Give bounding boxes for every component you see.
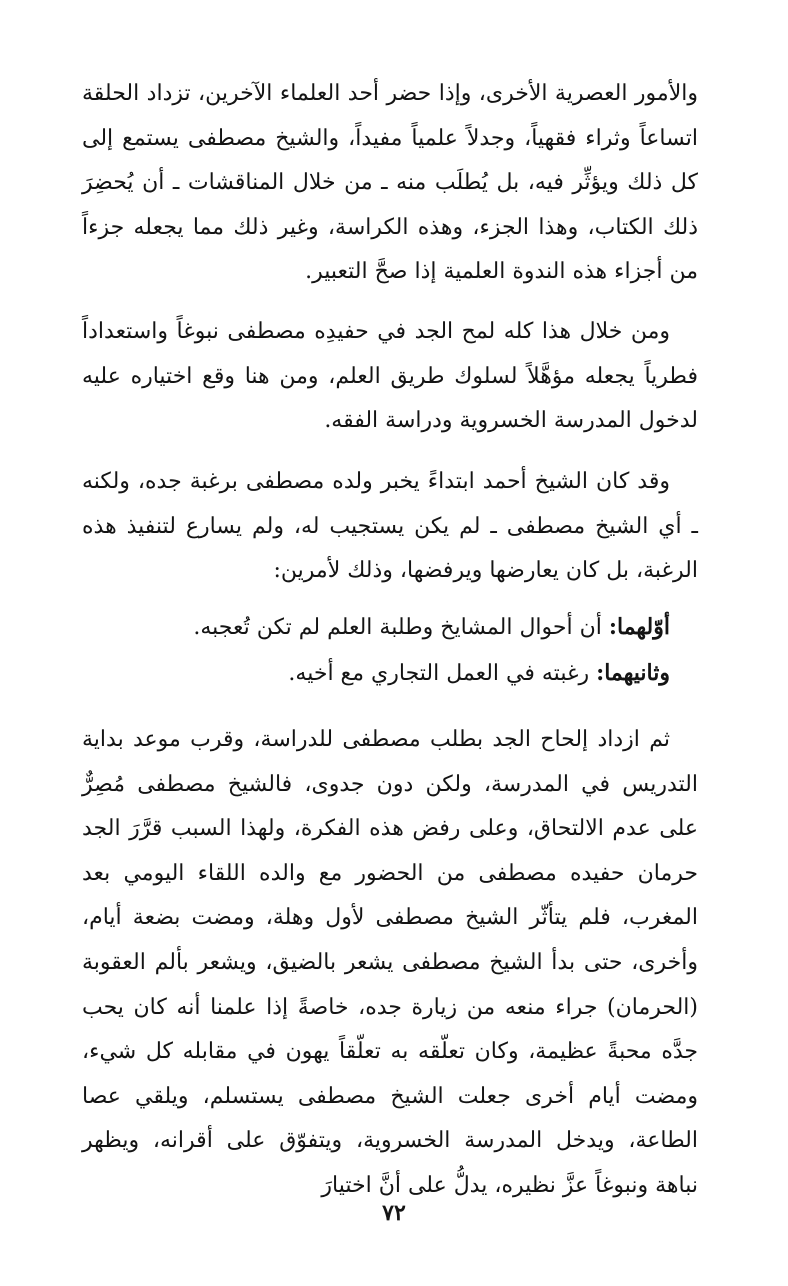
paragraph-3: وقد كان الشيخ أحمد ابتداءً يخبر ولده مصطفى برغبة جده، ولكنه ـ أي الشيخ مصطفى ـ لم يكن يستجيب له، ولم يسارع لتنفيذ هذه الرغبة، بل كان يعارضها ويرفضها، وذلك لأمرين: (82, 469, 698, 584)
reason-item-2 (82, 651, 698, 697)
reason-2-text: رغبته في العمل التجاري مع أخيه. (288, 660, 590, 686)
body-text-bottom (82, 718, 698, 1209)
body-text-middle-2 (82, 460, 698, 594)
reason-2-lead: وثانيهما: (596, 659, 670, 686)
paragraph-1: والأمور العصرية الأخرى، وإذا حضر أحد العلماء الآخرين، تزداد الحلقة اتساعاً وثراء فقهياً، وجدلاً علمياً مفيداً، والشيخ مصطفى يستمع إلى كل ذلك ويؤثِّر فيه، بل يُطلَب منه ـ من خلال المناقشات ـ أن يُحضِرَ ذلك الكتاب، وهذا الجزء، وهذه الكراسة، وغير ذلك مما يجعله جزءاً من أجزاء هذه الندوة العلمية إذا صحَّ التعبير. (82, 81, 698, 285)
paragraph-2: ومن خلال هذا كله لمح الجد في حفيدِه مصطفى نبوغاً واستعداداً فطرياً يجعله مؤهَّلاً لسلوك طريق العلم، ومن هنا وقع اختياره عليه لدخول المدرسة الخسروية ودراسة الفقه. (82, 319, 698, 434)
body-text-middle-1 (82, 310, 698, 444)
paragraph-4: ثم ازداد إلحاح الجد بطلب مصطفى للدراسة، وقرب موعد بداية التدريس في المدرسة، ولكن دون جدوى، فالشيخ مصطفى مُصِرٌّ على عدم الالتحاق، وعلى رفض هذه الفكرة، ولهذا السبب قرَّرَ الجد حرمان حفيده مصطفى من الحضور مع والده اللقاء اليومي بعد المغرب، فلم يتأثّر الشيخ مصطفى لأول وهلة، ومضت بضعة أيام، وأخرى، حتى بدأ الشيخ مصطفى يشعر بالضيق، ويشعر بألم العقوبة (الحرمان) جراء منعه من زيارة جده، خاصةً إذا علمنا أنه كان يحب جدَّه محبةً عظيمة، وكان تعلّقه به تعلّقاً يهون في مقابله كل شيء، ومضت أيام أخرى جعلت الشيخ مصطفى يستسلم، ويلقي عصا الطاعة، ويدخل المدرسة الخسروية، ويتفوّق على أقرانه، ويظهر نباهة ونبوغاً عزَّ نظيره، يدلُّ على أنَّ اختيارَ (82, 727, 698, 1198)
reasons-list (82, 605, 698, 696)
page-number: ٧٢ (382, 1200, 406, 1226)
reason-1-text: أن أحوال المشايخ وطلبة العلم لم تكن تُعجبه. (193, 615, 602, 640)
body-text-top (82, 72, 698, 295)
reason-1-lead: أوّلهما: (608, 614, 670, 640)
reason-item-1 (82, 605, 698, 651)
